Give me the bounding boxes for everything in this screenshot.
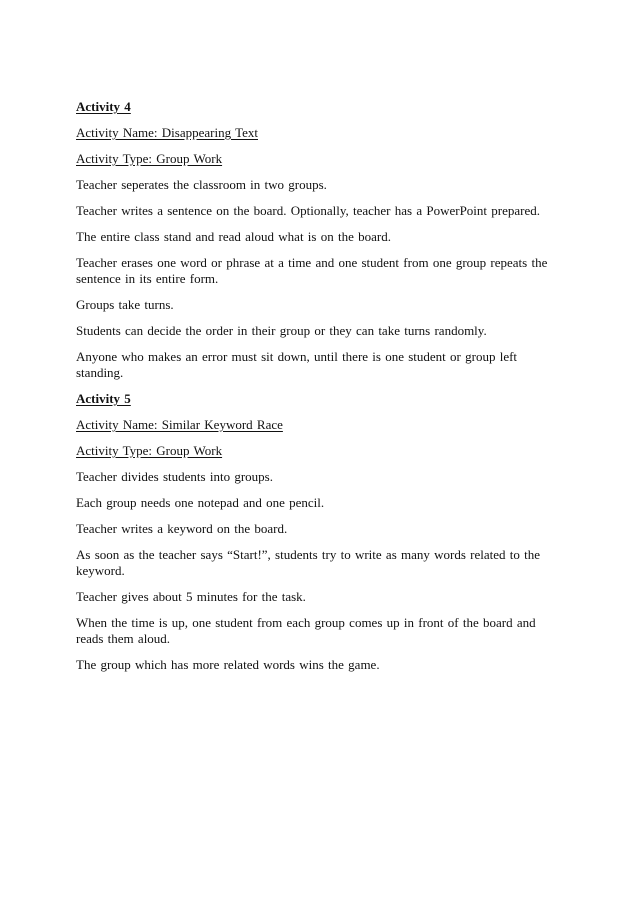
- activity-4-heading: Activity 4: [76, 99, 131, 114]
- activity-5-step: As soon as the teacher says “Start!”, students try to write as many words related to the keyword.: [76, 547, 541, 578]
- activity-4-name: Activity Name: Disappearing Text: [76, 125, 258, 140]
- activity-5-step: Each group needs one notepad and one pencil.: [76, 495, 325, 510]
- activity-5-step: Teacher divides students into groups.: [76, 469, 273, 484]
- activity-5-step: Teacher writes a keyword on the board.: [76, 521, 288, 536]
- activity-4-step: Teacher writes a sentence on the board. Optionally, teacher has a PowerPoint prepared.: [76, 203, 540, 218]
- activity-4-step: Teacher erases one word or phrase at a time and one student from one group repeats the sentence in its entire form.: [76, 255, 548, 286]
- activity-4-step: Students can decide the order in their group or they can take turns randomly.: [76, 323, 487, 338]
- activity-5-step: The group which has more related words wins the game.: [76, 657, 380, 672]
- activity-5-type: Activity Type: Group Work: [76, 443, 223, 458]
- activity-4-type: Activity Type: Group Work: [76, 151, 223, 166]
- activity-4-step: Teacher seperates the classroom in two groups.: [76, 177, 327, 192]
- activity-5-heading: Activity 5: [76, 391, 131, 406]
- activity-5-name: Activity Name: Similar Keyword Race: [76, 417, 283, 432]
- activity-4-step: Anyone who makes an error must sit down, until there is one student or group left standing.: [76, 349, 518, 380]
- activity-5-step: When the time is up, one student from each group comes up in front of the board and reads them aloud.: [76, 615, 536, 646]
- activity-4-step: Groups take turns.: [76, 297, 174, 312]
- document-body: [76, 99, 556, 683]
- activity-4-step: The entire class stand and read aloud what is on the board.: [76, 229, 391, 244]
- activity-5-step: Teacher gives about 5 minutes for the task.: [76, 589, 306, 604]
